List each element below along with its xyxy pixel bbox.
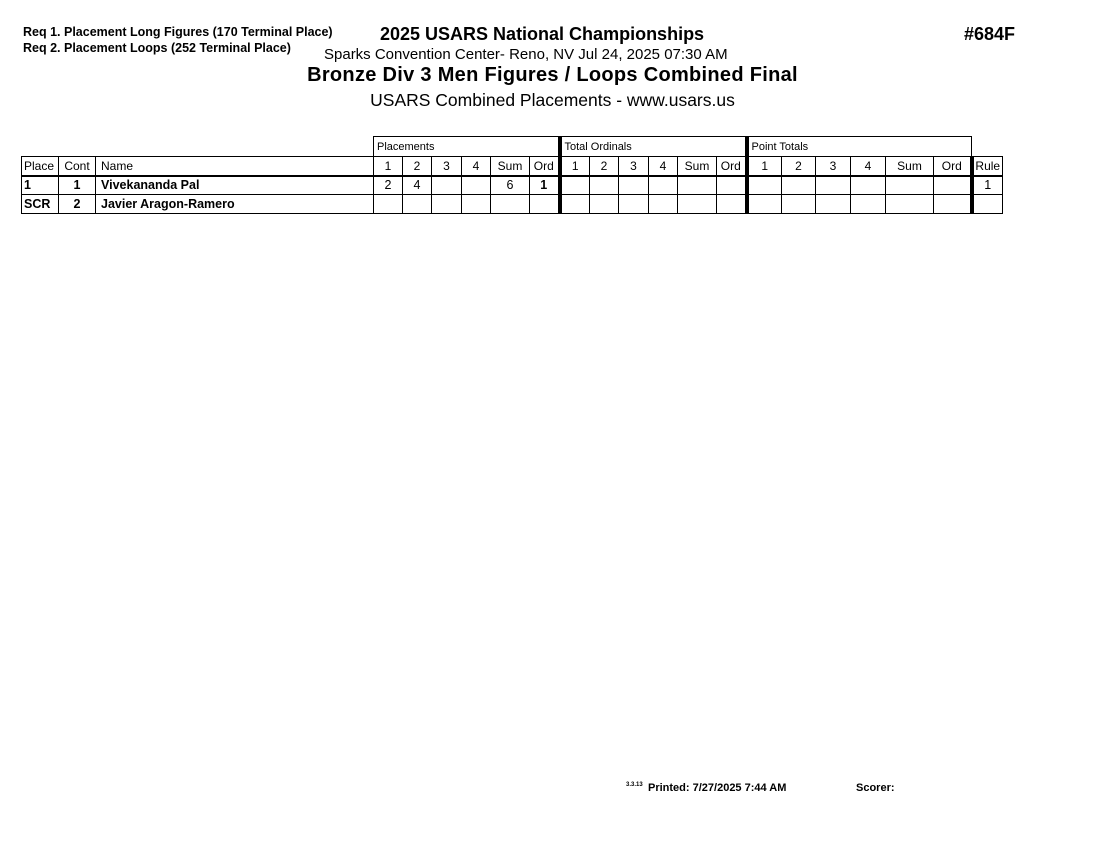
group-placements: Placements <box>374 137 560 157</box>
cell-placement-ord <box>530 195 560 214</box>
report-subtitle: USARS Combined Placements - www.usars.us <box>370 90 735 110</box>
cell-points-sum <box>886 195 934 214</box>
cell-points-3 <box>816 176 851 195</box>
cell-place: 1 <box>22 176 59 195</box>
cell-placement-sum: 6 <box>491 176 530 195</box>
cell-ordinal-3 <box>619 176 649 195</box>
cell-placement-4 <box>462 195 491 214</box>
requirement-2: Req 2. Placement Loops (252 Terminal Place) <box>23 41 291 55</box>
cell-points-1 <box>747 176 782 195</box>
cell-ordinal-sum <box>678 195 717 214</box>
cell-ordinal-1 <box>560 176 590 195</box>
col-rule: Rule <box>972 157 1003 176</box>
cell-rule: 1 <box>972 176 1003 195</box>
col-ordinal-4: 4 <box>649 157 678 176</box>
cell-rule <box>972 195 1003 214</box>
col-placement-4: 4 <box>462 157 491 176</box>
scorer-label: Scorer: <box>856 782 895 794</box>
cell-points-1 <box>747 195 782 214</box>
table-row <box>22 176 1003 195</box>
col-ordinal-ord: Ord <box>717 157 747 176</box>
group-total-ordinals: Total Ordinals <box>560 137 747 157</box>
cell-ordinal-4 <box>649 195 678 214</box>
event-title: 2025 USARS National Championships <box>380 24 705 44</box>
col-placement-3: 3 <box>432 157 462 176</box>
cell-points-4 <box>851 195 886 214</box>
cell-cont: 2 <box>59 195 96 214</box>
cell-ordinal-ord <box>717 195 747 214</box>
software-version: 3.3.13 <box>626 782 643 788</box>
requirement-1: Req 1. Placement Long Figures (170 Terminal Place) <box>23 25 333 39</box>
col-points-1: 1 <box>747 157 782 176</box>
event-number: #684F <box>964 24 1016 44</box>
cell-points-4 <box>851 176 886 195</box>
cell-points-3 <box>816 195 851 214</box>
column-header-row <box>22 157 1003 176</box>
cell-name: Vivekananda Pal <box>96 176 374 195</box>
cell-placement-4 <box>462 176 491 195</box>
cell-placement-ord: 1 <box>530 176 560 195</box>
cell-placement-3 <box>432 176 462 195</box>
venue-date: Sparks Convention Center- Reno, NV Jul 24, 2025 07:30 AM <box>324 46 728 63</box>
col-name: Name <box>96 157 374 176</box>
cell-placement-1: 2 <box>374 176 403 195</box>
event-name: Bronze Div 3 Men Figures / Loops Combined Final <box>307 64 798 86</box>
cell-points-sum <box>886 176 934 195</box>
cell-points-2 <box>782 195 816 214</box>
col-points-4: 4 <box>851 157 886 176</box>
col-placement-1: 1 <box>374 157 403 176</box>
cell-ordinal-4 <box>649 176 678 195</box>
col-points-sum: Sum <box>886 157 934 176</box>
cell-points-ord <box>934 176 972 195</box>
cell-placement-2: 4 <box>403 176 432 195</box>
printed-timestamp: Printed: 7/27/2025 7:44 AM <box>648 782 787 794</box>
cell-points-ord <box>934 195 972 214</box>
col-points-2: 2 <box>782 157 816 176</box>
group-header-row <box>22 137 1003 157</box>
cell-placement-1 <box>374 195 403 214</box>
cell-ordinal-ord <box>717 176 747 195</box>
col-points-3: 3 <box>816 157 851 176</box>
table-row <box>22 195 1003 214</box>
col-placement-ord: Ord <box>530 157 560 176</box>
col-points-ord: Ord <box>934 157 972 176</box>
results-table <box>21 136 1003 214</box>
col-ordinal-2: 2 <box>590 157 619 176</box>
cell-ordinal-2 <box>590 176 619 195</box>
cell-ordinal-sum <box>678 176 717 195</box>
cell-placement-3 <box>432 195 462 214</box>
cell-place: SCR <box>22 195 59 214</box>
cell-cont: 1 <box>59 176 96 195</box>
cell-ordinal-1 <box>560 195 590 214</box>
col-ordinal-3: 3 <box>619 157 649 176</box>
cell-name: Javier Aragon-Ramero <box>96 195 374 214</box>
cell-ordinal-2 <box>590 195 619 214</box>
cell-ordinal-3 <box>619 195 649 214</box>
col-placement-2: 2 <box>403 157 432 176</box>
col-cont: Cont <box>59 157 96 176</box>
col-place: Place <box>22 157 59 176</box>
col-ordinal-sum: Sum <box>678 157 717 176</box>
cell-points-2 <box>782 176 816 195</box>
group-point-totals: Point Totals <box>747 137 972 157</box>
col-placement-sum: Sum <box>491 157 530 176</box>
cell-placement-sum <box>491 195 530 214</box>
col-ordinal-1: 1 <box>560 157 590 176</box>
cell-placement-2 <box>403 195 432 214</box>
